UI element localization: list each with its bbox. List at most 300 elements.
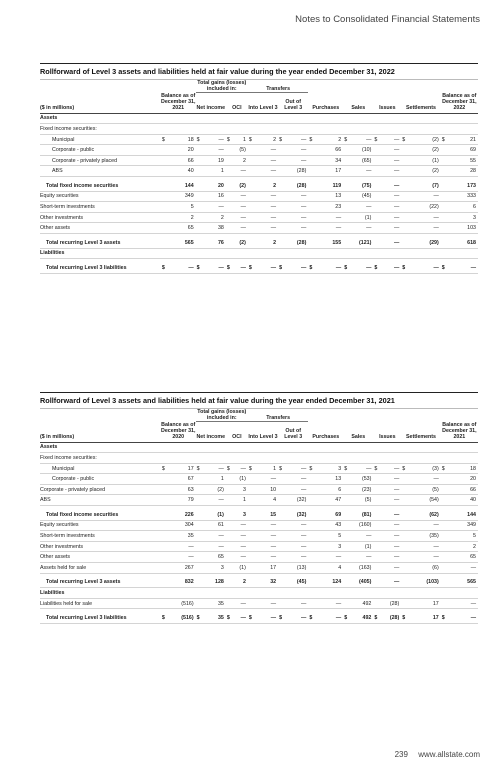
rollforward-table	[40, 409, 478, 624]
currency-symbol	[401, 113, 408, 124]
currency-symbol	[161, 113, 168, 124]
cell-value: —	[255, 520, 278, 531]
cell-value: —	[255, 613, 278, 623]
cell-value: 5	[315, 531, 343, 542]
cell-value: (103)	[408, 578, 441, 588]
currency-symbol: $	[308, 613, 315, 623]
cell-value	[168, 124, 196, 135]
cell-value	[168, 442, 196, 453]
cell-value: 17	[408, 613, 441, 623]
cell-value: —	[255, 166, 278, 177]
cell-value: 13	[315, 474, 343, 485]
cell-value: 1	[229, 134, 248, 145]
table-row	[40, 263, 478, 273]
cell-value: 28	[448, 166, 478, 177]
cell-value: 69	[315, 510, 343, 520]
oci-header: OCI	[226, 93, 248, 113]
cell-value: —	[229, 202, 248, 213]
cell-value: —	[350, 463, 373, 474]
cell-value	[315, 453, 343, 464]
cell-value: —	[203, 541, 226, 552]
cell-value	[168, 113, 196, 124]
currency-symbol	[343, 181, 350, 191]
header-row	[40, 422, 478, 442]
cell-value: (81)	[350, 510, 373, 520]
row-label: Corporate - public	[40, 474, 161, 485]
currency-symbol	[308, 541, 315, 552]
table-row	[40, 155, 478, 166]
cell-value: —	[350, 531, 373, 542]
cell-value: 2	[255, 238, 278, 248]
cell-value	[408, 124, 441, 135]
cell-value	[229, 248, 248, 259]
cell-value: 2	[315, 134, 343, 145]
currency-symbol	[308, 191, 315, 202]
row-label: Total recurring Level 3 liabilities	[40, 263, 161, 273]
cell-value	[315, 588, 343, 599]
cell-value: (32)	[285, 510, 308, 520]
currency-symbol	[161, 495, 168, 506]
currency-symbol: $	[373, 613, 380, 623]
cell-value: —	[255, 191, 278, 202]
cell-value: (2)	[408, 145, 441, 156]
cell-value	[255, 588, 278, 599]
currency-symbol	[401, 495, 408, 506]
cell-value: —	[203, 202, 226, 213]
table-row	[40, 552, 478, 563]
cell-value	[350, 442, 373, 453]
cell-value: 349	[448, 520, 478, 531]
cell-value: —	[380, 563, 401, 574]
currency-symbol	[441, 155, 448, 166]
currency-symbol	[161, 124, 168, 135]
currency-symbol	[196, 238, 203, 248]
row-label: Other investments	[40, 212, 161, 223]
currency-symbol	[308, 578, 315, 588]
currency-symbol	[278, 181, 285, 191]
table-row	[40, 474, 478, 485]
cell-value: —	[285, 263, 308, 273]
currency-symbol	[196, 166, 203, 177]
currency-symbol	[278, 541, 285, 552]
cell-value: (1)	[203, 510, 226, 520]
cell-value: —	[168, 541, 196, 552]
row-label: Municipal	[40, 134, 161, 145]
currency-symbol	[343, 510, 350, 520]
cell-value	[315, 124, 343, 135]
currency-symbol: $	[248, 613, 255, 623]
currency-symbol	[278, 531, 285, 542]
cell-value: —	[229, 598, 248, 609]
currency-symbol	[196, 541, 203, 552]
currency-symbol: $	[343, 134, 350, 145]
page-header: Notes to Consolidated Financial Statements	[295, 14, 480, 25]
cell-value: —	[285, 463, 308, 474]
cell-value: —	[380, 155, 401, 166]
currency-symbol	[441, 520, 448, 531]
currency-symbol	[343, 484, 350, 495]
currency-symbol	[161, 588, 168, 599]
currency-symbol	[441, 510, 448, 520]
cell-value: 3	[315, 541, 343, 552]
currency-symbol	[441, 484, 448, 495]
cell-value: —	[168, 552, 196, 563]
currency-symbol	[401, 520, 408, 531]
currency-symbol	[401, 474, 408, 485]
currency-symbol	[401, 155, 408, 166]
currency-symbol	[401, 238, 408, 248]
currency-symbol	[248, 552, 255, 563]
currency-symbol	[161, 531, 168, 542]
cell-value: (28)	[380, 613, 401, 623]
cell-value: —	[285, 155, 308, 166]
cell-value	[448, 124, 478, 135]
cell-value: —	[229, 263, 248, 273]
currency-symbol	[441, 442, 448, 453]
out-of-level3-header: Out of Level 3	[278, 422, 308, 442]
row-label: Assets	[40, 442, 161, 453]
currency-symbol	[196, 191, 203, 202]
cell-value: 35	[203, 613, 226, 623]
cell-value: —	[285, 598, 308, 609]
row-label: ABS	[40, 166, 161, 177]
cell-value: —	[350, 134, 373, 145]
cell-value: —	[255, 552, 278, 563]
row-label: Fixed income securities:	[40, 453, 161, 464]
currency-symbol	[308, 588, 315, 599]
currency-symbol	[373, 202, 380, 213]
cell-value: —	[285, 223, 308, 234]
currency-symbol	[196, 520, 203, 531]
cell-value: 155	[315, 238, 343, 248]
currency-symbol	[343, 212, 350, 223]
currency-symbol	[278, 238, 285, 248]
cell-value: 333	[448, 191, 478, 202]
currency-symbol	[308, 520, 315, 531]
table-row	[40, 212, 478, 223]
balance-begin-header: Balance as of December 31, 2020	[161, 421, 196, 441]
cell-value: (45)	[350, 191, 373, 202]
purchases-header: Purchases	[308, 422, 343, 442]
cell-value: (5)	[408, 484, 441, 495]
currency-symbol	[373, 563, 380, 574]
cell-value	[229, 453, 248, 464]
currency-symbol	[161, 563, 168, 574]
cell-value	[229, 124, 248, 135]
row-label: Equity securities	[40, 191, 161, 202]
currency-symbol	[373, 191, 380, 202]
row-label: Assets	[40, 113, 161, 124]
currency-symbol	[278, 155, 285, 166]
cell-value: 565	[448, 578, 478, 588]
table-row	[40, 541, 478, 552]
cell-value: —	[255, 541, 278, 552]
cell-value: —	[285, 191, 308, 202]
currency-symbol: $	[196, 134, 203, 145]
currency-symbol	[441, 124, 448, 135]
currency-symbol	[196, 202, 203, 213]
rollforward-2022-section	[40, 63, 478, 274]
into-level3-header: Into Level 3	[248, 93, 278, 113]
currency-symbol	[401, 223, 408, 234]
currency-symbol	[373, 223, 380, 234]
currency-symbol	[278, 495, 285, 506]
cell-value: —	[380, 212, 401, 223]
currency-symbol	[343, 495, 350, 506]
currency-symbol	[401, 248, 408, 259]
cell-value: 3	[315, 463, 343, 474]
cell-value: —	[408, 552, 441, 563]
currency-symbol	[278, 474, 285, 485]
cell-value	[380, 588, 401, 599]
cell-value: (121)	[350, 238, 373, 248]
currency-symbol	[373, 520, 380, 531]
currency-symbol: $	[343, 263, 350, 273]
cell-value: —	[448, 563, 478, 574]
cell-value: 1	[203, 166, 226, 177]
currency-symbol	[441, 531, 448, 542]
currency-symbol: $	[196, 463, 203, 474]
currency-symbol	[401, 124, 408, 135]
currency-symbol: $	[441, 263, 448, 273]
cell-value	[448, 113, 478, 124]
cell-value: 32	[255, 578, 278, 588]
net-income-header: Net income	[196, 93, 226, 113]
cell-value: (1)	[350, 212, 373, 223]
row-label: Short-term investments	[40, 531, 161, 542]
cell-value: 61	[203, 520, 226, 531]
cell-value: —	[380, 495, 401, 506]
cell-value: 128	[203, 578, 226, 588]
cell-value: —	[229, 191, 248, 202]
currency-symbol	[373, 541, 380, 552]
currency-symbol	[196, 124, 203, 135]
currency-symbol	[343, 474, 350, 485]
cell-value: —	[285, 145, 308, 156]
cell-value: 6	[315, 484, 343, 495]
currency-symbol	[278, 166, 285, 177]
cell-value: (1)	[229, 474, 248, 485]
balance-begin-header: Balance as of December 31, 2021	[161, 92, 196, 112]
currency-symbol	[373, 578, 380, 588]
currency-symbol	[401, 442, 408, 453]
table-row	[40, 113, 478, 124]
currency-symbol	[248, 166, 255, 177]
currency-symbol	[248, 598, 255, 609]
currency-symbol: $	[161, 613, 168, 623]
currency-symbol	[248, 248, 255, 259]
cell-value: (45)	[285, 578, 308, 588]
cell-value	[380, 113, 401, 124]
cell-value: 2	[203, 212, 226, 223]
cell-value: —	[380, 510, 401, 520]
cell-value: 618	[448, 238, 478, 248]
currency-symbol	[248, 588, 255, 599]
row-label: Total recurring Level 3 assets	[40, 578, 161, 588]
currency-symbol	[401, 563, 408, 574]
currency-symbol	[308, 453, 315, 464]
cell-value: (53)	[350, 474, 373, 485]
currency-symbol	[308, 510, 315, 520]
currency-symbol	[441, 191, 448, 202]
cell-value	[255, 248, 278, 259]
cell-value: (75)	[350, 181, 373, 191]
cell-value: 20	[203, 181, 226, 191]
currency-symbol	[401, 166, 408, 177]
cell-value: —	[229, 552, 248, 563]
currency-symbol	[278, 145, 285, 156]
row-label: Liabilities	[40, 248, 161, 259]
currency-symbol	[343, 520, 350, 531]
cell-value: —	[255, 155, 278, 166]
currency-symbol	[441, 202, 448, 213]
currency-symbol	[161, 248, 168, 259]
currency-symbol: $	[343, 463, 350, 474]
currency-symbol	[161, 181, 168, 191]
row-label: Corporate - privately placed	[40, 155, 161, 166]
cell-value: —	[408, 263, 441, 273]
cell-value: —	[255, 223, 278, 234]
currency-symbol	[248, 520, 255, 531]
row-label: ABS	[40, 495, 161, 506]
currency-symbol	[343, 223, 350, 234]
currency-symbol	[401, 598, 408, 609]
currency-symbol: $	[226, 134, 229, 145]
currency-symbol	[308, 212, 315, 223]
row-label: Total recurring Level 3 liabilities	[40, 613, 161, 623]
cell-value: 21	[448, 134, 478, 145]
row-label: Other assets	[40, 223, 161, 234]
cell-value: 69	[448, 145, 478, 156]
cell-value	[380, 248, 401, 259]
currency-symbol	[308, 238, 315, 248]
currency-symbol	[248, 113, 255, 124]
cell-value: 34	[315, 155, 343, 166]
currency-symbol	[441, 474, 448, 485]
currency-symbol	[278, 212, 285, 223]
cell-value: (2)	[408, 134, 441, 145]
currency-symbol	[308, 248, 315, 259]
currency-symbol	[441, 212, 448, 223]
currency-symbol	[401, 484, 408, 495]
cell-value	[315, 442, 343, 453]
cell-value	[229, 588, 248, 599]
cell-value	[168, 588, 196, 599]
table-row	[40, 191, 478, 202]
cell-value: —	[285, 520, 308, 531]
cell-value: 124	[315, 578, 343, 588]
header-row	[40, 93, 478, 113]
currency-symbol	[248, 238, 255, 248]
cell-value: —	[285, 212, 308, 223]
currency-symbol	[278, 248, 285, 259]
currency-symbol	[308, 531, 315, 542]
cell-value: —	[203, 531, 226, 542]
currency-symbol	[278, 223, 285, 234]
cell-value	[285, 442, 308, 453]
cell-value: 304	[168, 520, 196, 531]
currency-symbol: $	[441, 463, 448, 474]
currency-symbol	[308, 145, 315, 156]
cell-value: —	[380, 520, 401, 531]
table-row	[40, 598, 478, 609]
cell-value	[448, 248, 478, 259]
cell-value: —	[350, 263, 373, 273]
currency-symbol	[441, 113, 448, 124]
currency-symbol: $	[373, 463, 380, 474]
cell-value: 1	[255, 463, 278, 474]
cell-value: —	[285, 613, 308, 623]
currency-symbol	[196, 495, 203, 506]
currency-symbol: $	[226, 263, 229, 273]
currency-symbol: $	[401, 613, 408, 623]
currency-symbol: $	[226, 463, 229, 474]
row-label: Liabilities held for sale	[40, 598, 161, 609]
cell-value: —	[255, 202, 278, 213]
unit-label: ($ in millions)	[40, 93, 161, 113]
cell-value: —	[380, 541, 401, 552]
net-income-header: Net income	[196, 422, 226, 442]
cell-value: 103	[448, 223, 478, 234]
currency-symbol	[161, 474, 168, 485]
currency-symbol	[161, 578, 168, 588]
currency-symbol	[343, 563, 350, 574]
issues-header: Issues	[373, 422, 401, 442]
cell-value: —	[315, 613, 343, 623]
cell-value	[350, 124, 373, 135]
cell-value: 4	[255, 495, 278, 506]
currency-symbol	[278, 520, 285, 531]
cell-value: —	[380, 578, 401, 588]
cell-value	[408, 588, 441, 599]
cell-value: 40	[448, 495, 478, 506]
cell-value: 20	[448, 474, 478, 485]
cell-value	[350, 453, 373, 464]
currency-symbol: $	[248, 463, 255, 474]
cell-value: (22)	[408, 202, 441, 213]
currency-symbol	[196, 212, 203, 223]
currency-symbol: $	[441, 134, 448, 145]
cell-value: —	[285, 202, 308, 213]
currency-symbol	[196, 474, 203, 485]
cell-value	[255, 124, 278, 135]
cell-value: —	[315, 263, 343, 273]
row-label: Total fixed income securities	[40, 181, 161, 191]
currency-symbol: $	[196, 263, 203, 273]
currency-symbol	[441, 563, 448, 574]
currency-symbol	[308, 155, 315, 166]
currency-symbol	[343, 248, 350, 259]
transfers-group-header: Transfers	[248, 409, 308, 422]
table-row	[40, 181, 478, 191]
sales-header: Sales	[343, 422, 373, 442]
cell-value: (5)	[350, 495, 373, 506]
currency-symbol	[161, 484, 168, 495]
cell-value: —	[255, 598, 278, 609]
cell-value: (5)	[229, 145, 248, 156]
cell-value: (2)	[229, 238, 248, 248]
cell-value	[203, 442, 226, 453]
header-row	[40, 409, 478, 422]
currency-symbol	[441, 578, 448, 588]
cell-value: —	[380, 202, 401, 213]
cell-value: 3	[229, 484, 248, 495]
currency-symbol	[343, 145, 350, 156]
currency-symbol	[401, 145, 408, 156]
cell-value: —	[448, 263, 478, 273]
currency-symbol: $	[278, 263, 285, 273]
currency-symbol	[441, 552, 448, 563]
